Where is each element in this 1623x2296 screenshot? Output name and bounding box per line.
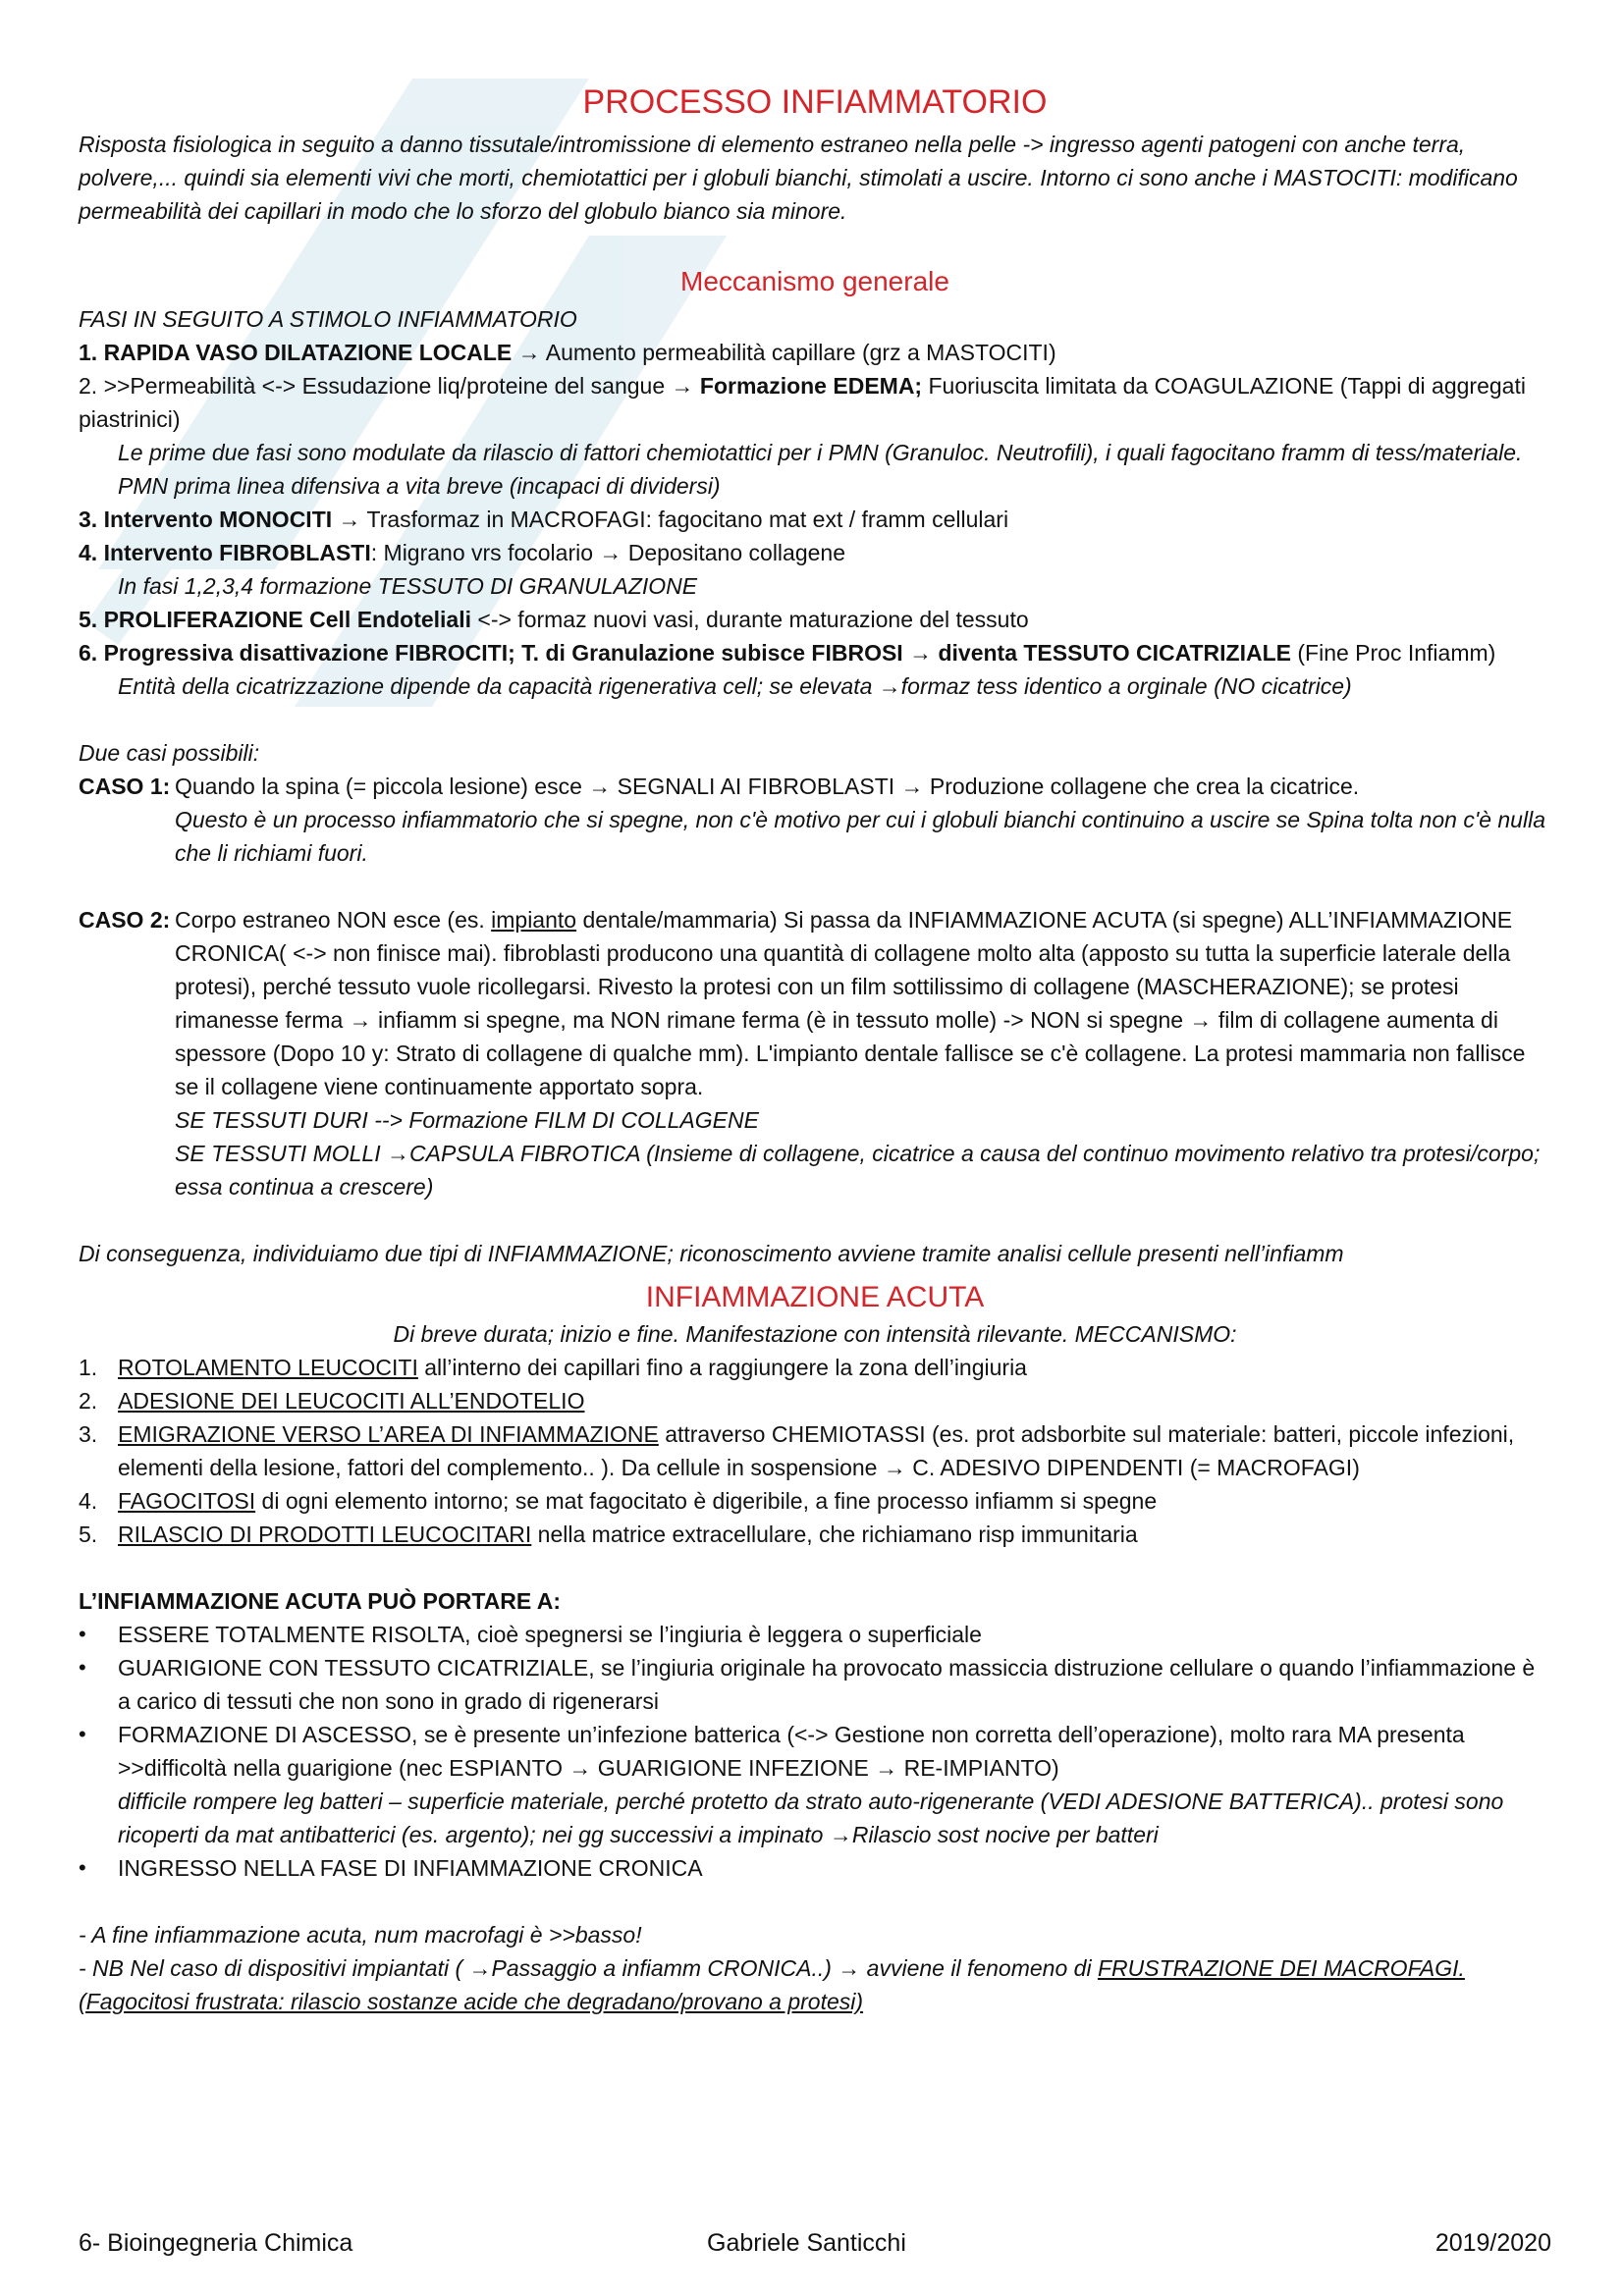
case-2-underlined: impianto <box>491 907 577 933</box>
document-content <box>79 79 1551 2018</box>
case-2-soft-tissue: SE TESSUTI MOLLI →CAPSULA FIBROTICA (Insieme di collagene, cicatrice a causa del continuo movimento relativo tra protesi/corpo; essa continua a crescere) <box>175 1141 1541 1200</box>
list-item: 1. ROTOLAMENTO LEUCOCITI all’interno dei capillari fino a raggiungere la zona dell’ingiuria <box>79 1355 1027 1380</box>
list-item: 2. ADESIONE DEI LEUCOCITI ALL’ENDOTELIO <box>79 1388 585 1414</box>
note-granulation: In fasi 1,2,3,4 formazione TESSUTO DI GRANULAZIONE <box>118 573 698 599</box>
outcomes-title: L’INFIAMMAZIONE ACUTA PUÒ PORTARE A: <box>79 1588 562 1614</box>
list-item: 5. RILASCIO DI PRODOTTI LEUCOCITARI nella matrice extracellulare, che richiamano risp immunitaria <box>79 1522 1138 1547</box>
frustration-term: FRUSTRAZIONE DEI MACROFAGI. <box>1097 1955 1465 1981</box>
cases-title: Due casi possibili: <box>79 740 260 766</box>
step-1 <box>79 336 1551 369</box>
footer-author: Gabriele Santicchi <box>707 2229 906 2257</box>
list-item: • INGRESSO NELLA FASE DI INFIAMMAZIONE CRONICA <box>118 1851 1551 1885</box>
case-2-text-b: dentale/mammaria) Si passa da INFIAMMAZIONE ACUTA (si spegne) ALL’INFIAMMAZIONE CRONICA( <-> non finisce mai). fibroblasti producono una quantità di collagene molto alta (apposto su tutta la superficie laterale della protesi), perché tessuto vuole ricollegarsi. Rivesto la protesi con un film sottilissimo di collagene (MASCHERAZIONE); se protesi rimanesse ferma → infiamm si spegne, ma NON rimane ferma (è in tessuto molle) -> NON si spegne → film di collagene aumenta di spessore (Dopo 10 y: Strato di collagene di qualche mm). L'impianto dentale fallisce se c'è collagene. La protesi mammaria non fallisce se il collagene viene continuamente apportato sopra. <box>175 907 1526 1099</box>
footer-course: 6- Bioingegneria Chimica <box>79 2229 353 2257</box>
step-6-label: 6. Progressiva disattivazione FIBROCITI; T. di Granulazione subisce FIBROSI → diventa TESSUTO CICATRIZIALE <box>79 640 1291 666</box>
case-2-text-a: Corpo estraneo NON esce (es. <box>175 907 485 933</box>
intro-paragraph: Risposta fisiologica in seguito a danno tissutale/intromissione di elemento estraneo nella pelle -> ingresso agenti patogeni con anche terra, polvere,... quindi sia elementi vivi che morti, chemiotattici per i globuli bianchi, stimolati a uscire. Intorno ci sono anche i MASTOCITI: modificano permeabilità dei capillari in modo che lo sforzo del globulo bianco sia minore. <box>79 132 1518 224</box>
case-1-text: Quando la spina (= piccola lesione) esce → SEGNALI AI FIBROBLASTI → Produzione collagene che crea la cicatrice. <box>175 774 1360 799</box>
list-item: • ESSERE TOTALMENTE RISOLTA, cioè spegnersi se l’ingiuria è leggera o superficiale <box>118 1618 1551 1651</box>
step-5-label: 5. PROLIFERAZIONE Cell Endoteliali <box>79 607 471 632</box>
step-3 <box>79 503 1551 536</box>
step-2-bold: Formazione EDEMA; <box>699 373 923 399</box>
step-5-text: <-> formaz nuovi vasi, durante maturazione del tessuto <box>477 607 1029 632</box>
step-4-label: 4. Intervento FIBROBLASTI <box>79 540 371 565</box>
step-2-text-b: Fuoriuscita limitata da COAGULAZIONE (Tappi di aggregati piastrinici) <box>79 373 1526 432</box>
step-5 <box>79 603 1551 636</box>
step-3-label: 3. Intervento MONOCITI <box>79 507 333 532</box>
consequence-paragraph: Di conseguenza, individuiamo due tipi di INFIAMMAZIONE; riconoscimento avviene tramite analisi cellule presenti nell’infiamm <box>79 1241 1344 1266</box>
page-title: PROCESSO INFIAMMATORIO <box>582 83 1048 121</box>
acute-lead: Di breve durata; inizio e fine. Manifestazione con intensità rilevante. MECCANISMO: <box>393 1321 1237 1347</box>
step-6-text: (Fine Proc Infiamm) <box>1297 640 1496 666</box>
step-1-label: 1. RAPIDA VASO DILATAZIONE LOCALE <box>79 340 513 365</box>
section-heading-acute: INFIAMMAZIONE ACUTA <box>645 1281 985 1313</box>
acute-mechanism-list <box>79 1351 1551 1551</box>
footer-year: 2019/2020 <box>1434 2229 1551 2257</box>
case-2-label: CASO 2: <box>79 907 171 933</box>
end-note-2: - NB Nel caso di dispositivi impiantati ( →Passaggio a infiamm CRONICA..) → avviene il fenomeno di FRUSTRAZIONE DEI MACROFAGI. <box>79 1955 1465 1981</box>
note-pmn: Le prime due fasi sono modulate da rilascio di fattori chemiotattici per i PMN (Granuloc. Neutrofili), i quali fagocitano framm di tess/materiale. PMN prima linea difensiva a vita breve (incapaci di dividersi) <box>118 440 1523 499</box>
list-item: • GUARIGIONE CON TESSUTO CICATRIZIALE, se l’ingiuria originale ha provocato massiccia distruzione cellulare o quando l’infiammazione è a carico di tessuti che non sono in grado di rigenerarsi <box>118 1651 1551 1718</box>
case-2-hard-tissue: SE TESSUTI DURI --> Formazione FILM DI COLLAGENE <box>175 1107 759 1133</box>
section-heading-general: Meccanismo generale <box>680 266 949 296</box>
step-3-text: → Trasformaz in MACROFAGI: fagocitano mat ext / framm cellulari <box>338 507 1009 532</box>
note-cicatrization: Entità della cicatrizzazione dipende da capacità rigenerativa cell; se elevata →formaz tess identico a orginale (NO cicatrice) <box>118 673 1352 699</box>
case-1-label: CASO 1: <box>79 774 171 799</box>
list-item: 3. EMIGRAZIONE VERSO L’AREA DI INFIAMMAZIONE attraverso CHEMIOTASSI (es. prot adsborbite sul materiale: batteri, piccole infezioni, elementi della lesione, fattori del complemento.. ). Da cellule in sospensione → C. ADESIVO DIPENDENTI (= MACROFAGI) <box>79 1421 1515 1480</box>
end-note-3: (Fagocitosi frustrata: rilascio sostanze acide che degradano/provano a protesi) <box>79 1989 864 2014</box>
case-1 <box>79 770 1551 870</box>
list-item: • FORMAZIONE DI ASCESSO, se è presente un’infezione batterica (<-> Gestione non corretta dell’operazione), molto rara MA presenta >>difficoltà nella guarigione (nec ESPIANTO → GUARIGIONE INFEZIONE → RE-IMPIANTO) difficile rompere leg batteri – superficie materiale, perché protetto da strato auto-rigenerante (VEDI ADESIONE BATTERICA).. protesi sono ricoperti da mat antibatterici (es. argento); nei gg successivi a impinato →Rilascio sost nocive per batteri <box>118 1718 1551 1851</box>
case-2-text <box>175 903 1551 1103</box>
list-item: 4. FAGOCITOSI di ogni elemento intorno; se mat fagocitato è digeribile, a fine processo infiamm si spegne <box>79 1488 1158 1514</box>
end-note-1: - A fine infiammazione acuta, num macrofagi è >>basso! <box>79 1922 642 1948</box>
step-2 <box>79 369 1551 436</box>
step-4 <box>79 536 1551 569</box>
case-2 <box>79 903 1551 1203</box>
abscess-note: difficile rompere leg batteri – superficie materiale, perché protetto da strato auto-rigenerante (VEDI ADESIONE BATTERICA).. protesi sono ricoperti da mat antibatterici (es. argento); nei gg successivi a impinato →Rilascio sost nocive per batteri <box>118 1789 1504 1847</box>
step-6 <box>79 636 1551 669</box>
step-1-text: → Aumento permeabilità capillare (grz a MASTOCITI) <box>517 340 1056 365</box>
phases-title: FASI IN SEGUITO A STIMOLO INFIAMMATORIO <box>79 306 577 332</box>
case-1-note: Questo è un processo infiammatorio che si spegne, non c'è motivo per cui i globuli bianchi continuino a uscire se Spina tolta non c'è nulla che li richiami fuori. <box>175 807 1545 866</box>
step-2-text-a: 2. >>Permeabilità <-> Essudazione liq/proteine del sangue → <box>79 373 694 399</box>
step-4-text: : Migrano vrs focolario → Depositano collagene <box>370 540 845 565</box>
outcomes-list <box>79 1618 1551 1885</box>
